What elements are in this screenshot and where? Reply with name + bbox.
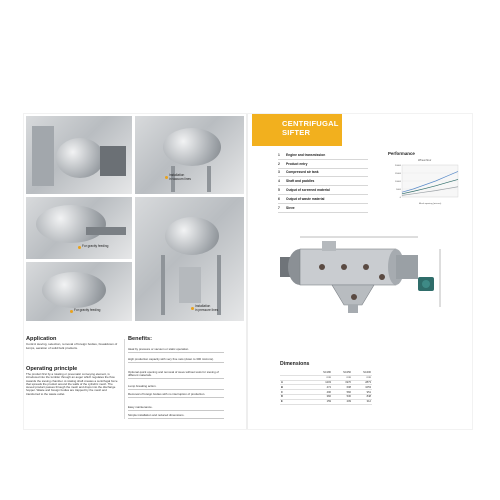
- photo-pressure-a: [135, 197, 244, 321]
- table-row: A 1203 1970 2873: [281, 380, 371, 384]
- title-line-1: CENTRIFUGAL: [282, 119, 339, 128]
- column-divider: [124, 339, 125, 419]
- table-row: C 496 582 951: [281, 390, 371, 394]
- y-tick-label: 20000: [394, 164, 401, 167]
- x-axis-label: Mesh opening (micron): [418, 203, 442, 205]
- photo-sifter-vacuum-b: [135, 116, 244, 194]
- photo-sifter-vacuum-a: [26, 116, 132, 194]
- performance-subtitle: Wheat flour: [418, 159, 432, 162]
- y-tick-label: 15000: [394, 172, 401, 175]
- table-units-row: mm mm mm: [280, 375, 372, 380]
- dimensions-heading: Dimensions: [280, 361, 310, 367]
- table-row: E 159 209 312: [281, 400, 371, 404]
- brochure-spread: [24, 114, 472, 429]
- sifter-cutaway-illustration: [262, 227, 458, 321]
- performance-heading: Performance: [388, 151, 415, 156]
- part-row: 1 Engine and transmission: [278, 151, 368, 160]
- part-row: 7 Sieve: [278, 204, 368, 213]
- caption-vacuum: Installation in vacuum lines: [169, 173, 191, 181]
- photo-gravity-b: [26, 262, 132, 321]
- y-tick-label: 0: [399, 196, 401, 199]
- application-section: [26, 336, 118, 350]
- table-header-row: SC180 SC250 SC400: [280, 371, 372, 375]
- caption-gravity-a: For gravity feeding: [82, 244, 109, 248]
- caption-gravity-b: For gravity feeding: [74, 308, 101, 312]
- title-line-2: SIFTER: [282, 127, 311, 137]
- benefit-item: Lump breaking action.: [128, 385, 224, 390]
- part-row: 6 Output of waste material: [278, 195, 368, 204]
- benefit-item: High production capacity with very fine nets (down to 300 microns).: [128, 358, 224, 363]
- application-heading: Application: [26, 336, 57, 342]
- part-row: 5 Output of screened material: [278, 186, 368, 195]
- operating-section: [26, 366, 118, 396]
- performance-block: [388, 151, 460, 205]
- part-row: 2 Product entry: [278, 160, 368, 169]
- caption-pressure-a: Installation in pressure lines: [195, 304, 219, 312]
- benefit-item: Simple installation and reduced dimensions.: [128, 414, 224, 419]
- benefit-item: Easy maintenance.: [128, 406, 224, 411]
- left-page: [24, 114, 246, 429]
- photo-gravity-a: [26, 197, 132, 259]
- dimensions-table: [280, 371, 372, 405]
- benefit-item: Ideal by pressure or vacuum or static operation.: [128, 348, 224, 353]
- table-row: D 382 530 848: [281, 395, 371, 399]
- application-text: Control sieving, selection, removal of foreign bodies, breakdown of lumps, aeration of solid bulk products.: [26, 342, 118, 350]
- parts-list: [278, 151, 368, 213]
- product-title: [282, 120, 339, 137]
- performance-chart: [388, 163, 460, 205]
- benefit-item: Removal of foreign bodies with no interruption of production.: [128, 393, 224, 398]
- right-page: [248, 114, 472, 429]
- y-tick-label: 5000: [396, 188, 401, 191]
- y-tick-label: 10000: [394, 180, 401, 183]
- part-row: 3 Compressed air tank: [278, 169, 368, 178]
- operating-heading: Operating principle: [26, 366, 78, 372]
- operating-text: The product first by a rotating or pneumatic conveying element, is introduced into the tumbler through an auger which regulates the flow towards the sieving chamber. A rotating shaft creates a centrifugal force that spreads the product around the walls of the cylindric mesh. The sieved product passes through the mesh and drops into the discharge hopper. Waste and foreign bodies are trapped by the mesh and transferred to the waste outlet.: [26, 372, 118, 396]
- benefit-item: Optional quick opening and removal of sieve without tools for sieving of different materials.: [128, 371, 224, 379]
- part-row: 4 Shaft and paddles: [278, 177, 368, 186]
- benefits-heading: Benefits:: [128, 336, 152, 342]
- table-row: B 474 608 1053: [281, 385, 371, 389]
